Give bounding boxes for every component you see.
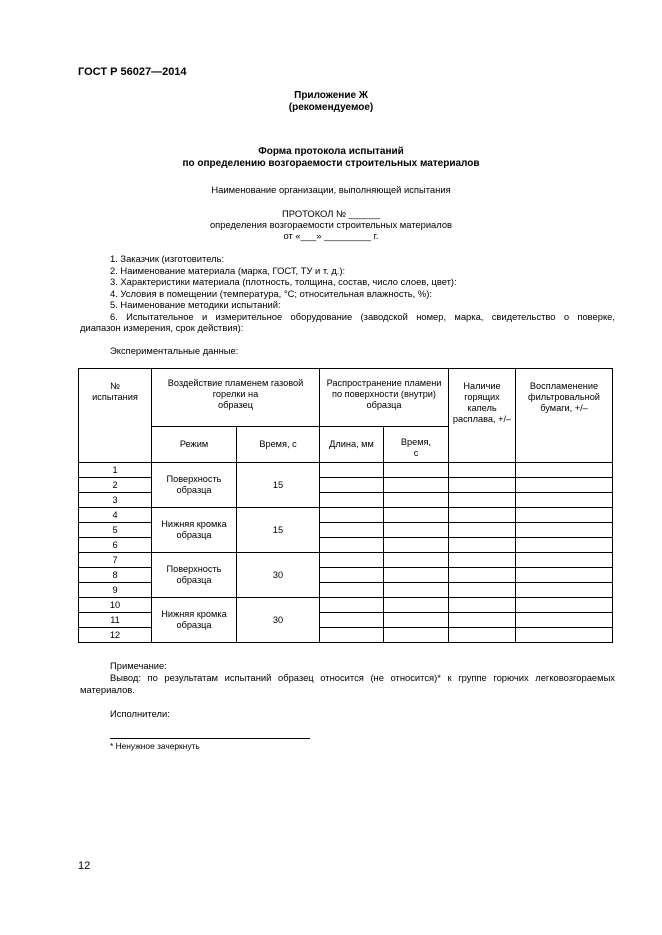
header-mode: Режим — [152, 427, 237, 463]
document-code: ГОСТ Р 56027—2014 — [78, 66, 187, 78]
row-number: 8 — [79, 568, 152, 583]
header-test-number: № испытания — [79, 369, 152, 463]
row-number: 3 — [79, 493, 152, 508]
length-cell[interactable] — [320, 598, 384, 613]
length-cell[interactable] — [320, 553, 384, 568]
length-cell[interactable] — [320, 613, 384, 628]
protocol-items — [80, 253, 615, 334]
note-label: Примечание: — [110, 660, 167, 671]
paper-cell[interactable] — [516, 598, 613, 613]
spread-time-cell[interactable] — [384, 583, 449, 598]
spread-time-cell[interactable] — [384, 493, 449, 508]
row-number: 10 — [79, 598, 152, 613]
drops-cell[interactable] — [449, 598, 516, 613]
header-flame-spread: Распространение пламени по поверхности (внутри) образца — [320, 369, 449, 427]
spread-time-cell[interactable] — [384, 568, 449, 583]
protocol-title: ПРОТОКОЛ № ______ — [282, 208, 380, 219]
drops-cell[interactable] — [449, 478, 516, 493]
group-mode: Поверхность образца — [152, 463, 237, 508]
header-paper-ignition: Воспламенение фильтровальной бумаги, +/– — [516, 369, 613, 463]
row-number: 1 — [79, 463, 152, 478]
row-number: 9 — [79, 583, 152, 598]
row-number: 11 — [79, 613, 152, 628]
row-number: 4 — [79, 508, 152, 523]
header-flame-exposure: Воздействие пламенем газовой горелки на образец — [152, 369, 320, 427]
protocol-date: от «___» _________ г. — [283, 230, 379, 241]
paper-cell[interactable] — [516, 568, 613, 583]
paper-cell[interactable] — [516, 493, 613, 508]
drops-cell[interactable] — [449, 613, 516, 628]
spread-time-cell[interactable] — [384, 463, 449, 478]
drops-cell[interactable] — [449, 568, 516, 583]
paper-cell[interactable] — [516, 478, 613, 493]
drops-cell[interactable] — [449, 508, 516, 523]
spread-time-cell[interactable] — [384, 628, 449, 643]
paper-cell[interactable] — [516, 583, 613, 598]
item-6-continued: диапазон измерения, срок действия): — [80, 322, 244, 333]
group-time: 15 — [237, 463, 320, 508]
spread-time-cell[interactable] — [384, 613, 449, 628]
length-cell[interactable] — [320, 463, 384, 478]
header-length: Длина, мм — [320, 427, 384, 463]
item-4: 4. Условия в помещении (температура, °С; относительная влажность, %): — [110, 287, 432, 299]
paper-cell[interactable] — [516, 508, 613, 523]
item-5: 5. Наименование методики испытаний: — [110, 299, 281, 310]
length-cell[interactable] — [320, 568, 384, 583]
page-number: 12 — [78, 860, 91, 872]
conclusion: Вывод: по результатам испытаний образец относится (не относится)* к группе горючих легковозгораемых — [110, 672, 615, 683]
row-number: 2 — [79, 478, 152, 493]
drops-cell[interactable] — [449, 463, 516, 478]
length-cell[interactable] — [320, 493, 384, 508]
spread-time-cell[interactable] — [384, 553, 449, 568]
header-burning-drops: Наличие горящих капель расплава, +/– — [449, 369, 516, 463]
length-cell[interactable] — [320, 583, 384, 598]
paper-cell[interactable] — [516, 523, 613, 538]
header-spread-time: Время, с — [384, 427, 449, 463]
conclusion-continued: материалов. — [80, 684, 135, 695]
appendix-title: Приложение Ж — [294, 90, 368, 101]
spread-time-cell[interactable] — [384, 598, 449, 613]
drops-cell[interactable] — [449, 523, 516, 538]
form-title-line-1: Форма протокола испытаний — [258, 146, 404, 157]
spread-time-cell[interactable] — [384, 478, 449, 493]
drops-cell[interactable] — [449, 583, 516, 598]
organization-line: Наименование организации, выполняющей испытания — [211, 184, 451, 195]
footnote-rule — [110, 738, 310, 739]
length-cell[interactable] — [320, 538, 384, 553]
performers-label: Исполнители: — [110, 708, 170, 719]
row-number: 12 — [79, 628, 152, 643]
group-mode: Поверхность образца — [152, 553, 237, 598]
drops-cell[interactable] — [449, 493, 516, 508]
length-cell[interactable] — [320, 523, 384, 538]
length-cell[interactable] — [320, 478, 384, 493]
group-mode: Нижняя кромка образца — [152, 598, 237, 643]
group-time: 30 — [237, 553, 320, 598]
length-cell[interactable] — [320, 628, 384, 643]
drops-cell[interactable] — [449, 628, 516, 643]
item-2: 2. Наименование материала (марка, ГОСТ, ТУ и т. д.): — [110, 264, 346, 276]
results-table — [78, 368, 613, 643]
spread-time-cell[interactable] — [384, 508, 449, 523]
length-cell[interactable] — [320, 508, 384, 523]
experimental-data-label: Экспериментальные данные: — [110, 345, 239, 356]
row-number: 5 — [79, 523, 152, 538]
footnote: * Ненужное зачеркнуть — [110, 741, 200, 751]
header-time: Время, с — [237, 427, 320, 463]
protocol-subject: определения возгораемости строительных материалов — [209, 219, 453, 230]
paper-cell[interactable] — [516, 553, 613, 568]
item-3: 3. Характеристики материала (плотность, толщина, состав, число слоев, цвет): — [110, 276, 457, 287]
item-6: 6. Испытательное и измерительное оборудование (заводской номер, марка, свидетельство о поверке, — [110, 310, 615, 322]
paper-cell[interactable] — [516, 538, 613, 553]
item-1: 1. Заказчик (изготовитель: — [110, 253, 225, 264]
spread-time-cell[interactable] — [384, 523, 449, 538]
paper-cell[interactable] — [516, 613, 613, 628]
group-mode: Нижняя кромка образца — [152, 508, 237, 553]
row-number: 7 — [79, 553, 152, 568]
appendix-subtitle: (рекомендуемое) — [288, 102, 374, 113]
paper-cell[interactable] — [516, 463, 613, 478]
group-time: 15 — [237, 508, 320, 553]
paper-cell[interactable] — [516, 628, 613, 643]
row-number: 6 — [79, 538, 152, 553]
group-time: 30 — [237, 598, 320, 643]
spread-time-cell[interactable] — [384, 538, 449, 553]
drops-cell[interactable] — [449, 538, 516, 553]
form-title-line-2: по определению возгораемости строительных материалов — [182, 158, 480, 169]
drops-cell[interactable] — [449, 553, 516, 568]
